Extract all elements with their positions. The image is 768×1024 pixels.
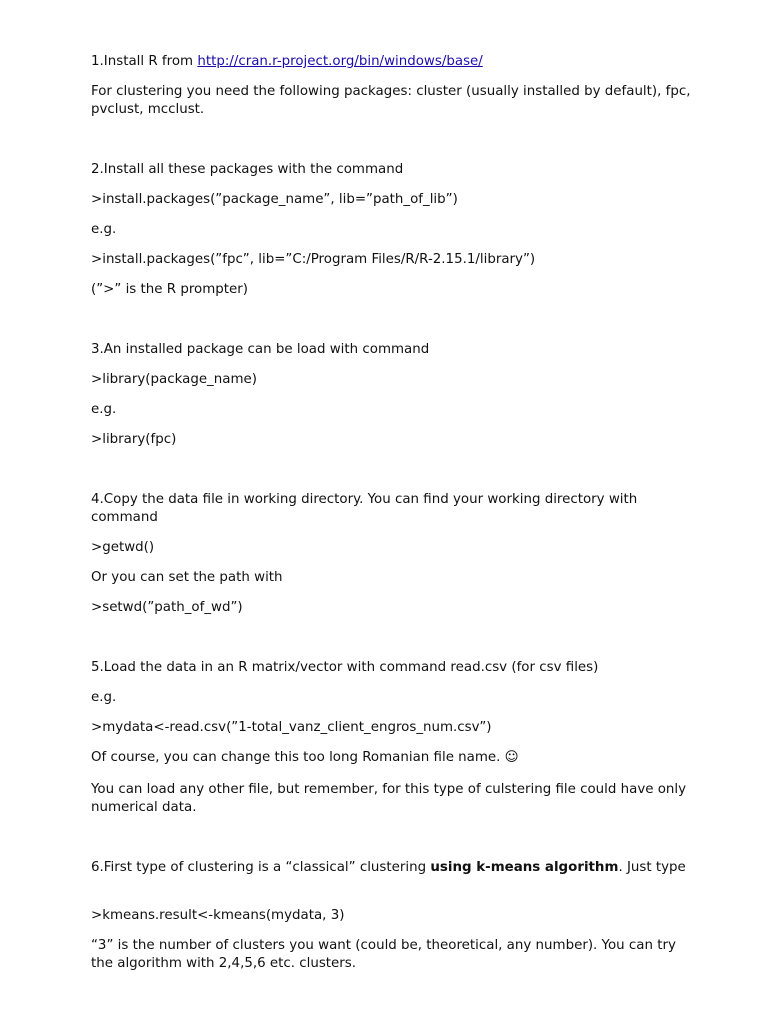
step4-alt: Or you can set the path with bbox=[91, 570, 283, 585]
step5-note2: You can load any other file, but remember, for this type of culstering file could have only numerical data. bbox=[91, 782, 687, 815]
step6-title bbox=[91, 859, 691, 877]
step4-alt-command: >setwd(”path_of_wd”) bbox=[91, 600, 243, 615]
step5-title: 5.Load the data in an R matrix/vector with command read.csv (for csv files) bbox=[91, 660, 599, 675]
step2-eg: e.g. bbox=[91, 222, 117, 237]
step2-command: >install.packages(”package_name”, lib=”path_of_lib”) bbox=[91, 192, 458, 207]
step2-note: (”>” is the R prompter) bbox=[91, 282, 248, 297]
step2-title: 2.Install all these packages with the command bbox=[91, 162, 404, 177]
step5-example: >mydata<-read.csv(”1-total_vanz_client_engros_num.csv”) bbox=[91, 720, 492, 735]
r-download-link[interactable]: http://cran.r-project.org/bin/windows/base/ bbox=[197, 54, 483, 69]
step3-title: 3.An installed package can be load with command bbox=[91, 342, 430, 357]
step5-eg: e.g. bbox=[91, 690, 117, 705]
step6-note: “3” is the number of clusters you want (could be, theoretical, any number). You can try the algorithm with 2,4,5,6 etc. clusters. bbox=[91, 938, 676, 971]
step6-command: >kmeans.result<-kmeans(mydata, 3) bbox=[91, 908, 345, 923]
step4-command: >getwd() bbox=[91, 540, 155, 555]
step2-example: >install.packages(”fpc”, lib=”C:/Program Files/R/R-2.15.1/library”) bbox=[91, 252, 536, 267]
step6-title-suffix: . Just type bbox=[618, 860, 686, 875]
step3-eg: e.g. bbox=[91, 402, 117, 417]
step1-line bbox=[91, 53, 691, 71]
step4-title: 4.Copy the data file in working directory. You can find your working directory with command bbox=[91, 492, 638, 525]
step5-note: Of course, you can change this too long Romanian file name. ☺ bbox=[91, 750, 519, 765]
step6-title-bold: using k-means algorithm bbox=[430, 860, 619, 875]
step1-prefix: 1.Install R from bbox=[91, 54, 198, 69]
step3-command: >library(package_name) bbox=[91, 372, 257, 387]
step3-example: >library(fpc) bbox=[91, 432, 177, 447]
step1-note: For clustering you need the following packages: cluster (usually installed by default), fpc, pvclust, mcclust. bbox=[91, 84, 691, 117]
step6-title-prefix: 6.First type of clustering is a “classical” clustering bbox=[91, 860, 431, 875]
